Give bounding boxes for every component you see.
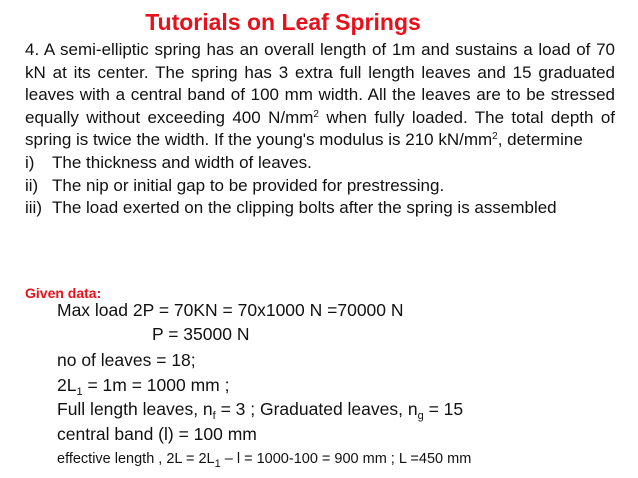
slide-title: Tutorials on Leaf Springs bbox=[145, 9, 421, 35]
graduated-value: = 15 bbox=[423, 399, 464, 419]
graduated-text: = 3 ; Graduated leaves, n bbox=[215, 399, 418, 419]
question-text: The load exerted on the clipping bolts after the spring is assembled bbox=[52, 198, 557, 218]
full-length-subscript: f bbox=[212, 410, 216, 422]
problem-text bbox=[25, 39, 615, 152]
problem-statement bbox=[25, 39, 615, 220]
effective-length-text-b: – l = 1000-100 = 900 mm ; L =450 mm bbox=[220, 451, 472, 467]
question-item bbox=[25, 152, 615, 175]
length-text-b: = 1m = 1000 mm ; bbox=[82, 375, 230, 395]
question-number: iii) bbox=[25, 198, 42, 218]
question-list bbox=[25, 152, 615, 220]
leaves-type-line bbox=[57, 397, 463, 422]
problem-text-part2: when fully loaded. The total depth of spring is twice the width. If the young's modulus is 210 kN/mm bbox=[25, 107, 615, 150]
graduated-subscript: g bbox=[417, 410, 424, 422]
question-number: ii) bbox=[25, 175, 39, 195]
effective-length-subscript: 1 bbox=[214, 458, 221, 470]
given-data-label: Given data: bbox=[25, 285, 102, 301]
p-value-line: P = 35000 N bbox=[152, 324, 250, 344]
question-text: The nip or initial gap to be provided for prestressing. bbox=[52, 175, 445, 195]
problem-text-part1: 4. A semi-elliptic spring has an overall length of 1m and sustains a load of 70 kN at its center. The spring has 3 extra full length leaves and 15 graduated leaves with a central band of 100 mm width. All the leaves are to be stressed equally without exceeding 400 N/mm bbox=[25, 40, 615, 127]
question-text: The thickness and width of leaves. bbox=[52, 152, 312, 172]
effective-length-text-a: effective length , 2L = 2L bbox=[57, 451, 215, 467]
length-text-a: 2L bbox=[57, 375, 77, 395]
problem-text-part3: , determine bbox=[497, 130, 583, 150]
length-line bbox=[57, 373, 229, 398]
length-subscript: 1 bbox=[76, 386, 83, 398]
max-load-line: Max load 2P = 70KN = 70x1000 N =70000 N bbox=[57, 300, 404, 320]
leaves-count-line: no of leaves = 18; bbox=[57, 350, 196, 370]
stress-unit-superscript: 2 bbox=[313, 108, 319, 120]
question-item bbox=[25, 175, 615, 198]
question-item bbox=[25, 197, 615, 220]
modulus-unit-superscript: 2 bbox=[492, 131, 498, 143]
central-band-line: central band (l) = 100 mm bbox=[57, 424, 257, 444]
full-length-text: Full length leaves, n bbox=[57, 399, 213, 419]
effective-length-line bbox=[57, 447, 471, 472]
question-number: i) bbox=[25, 152, 35, 172]
